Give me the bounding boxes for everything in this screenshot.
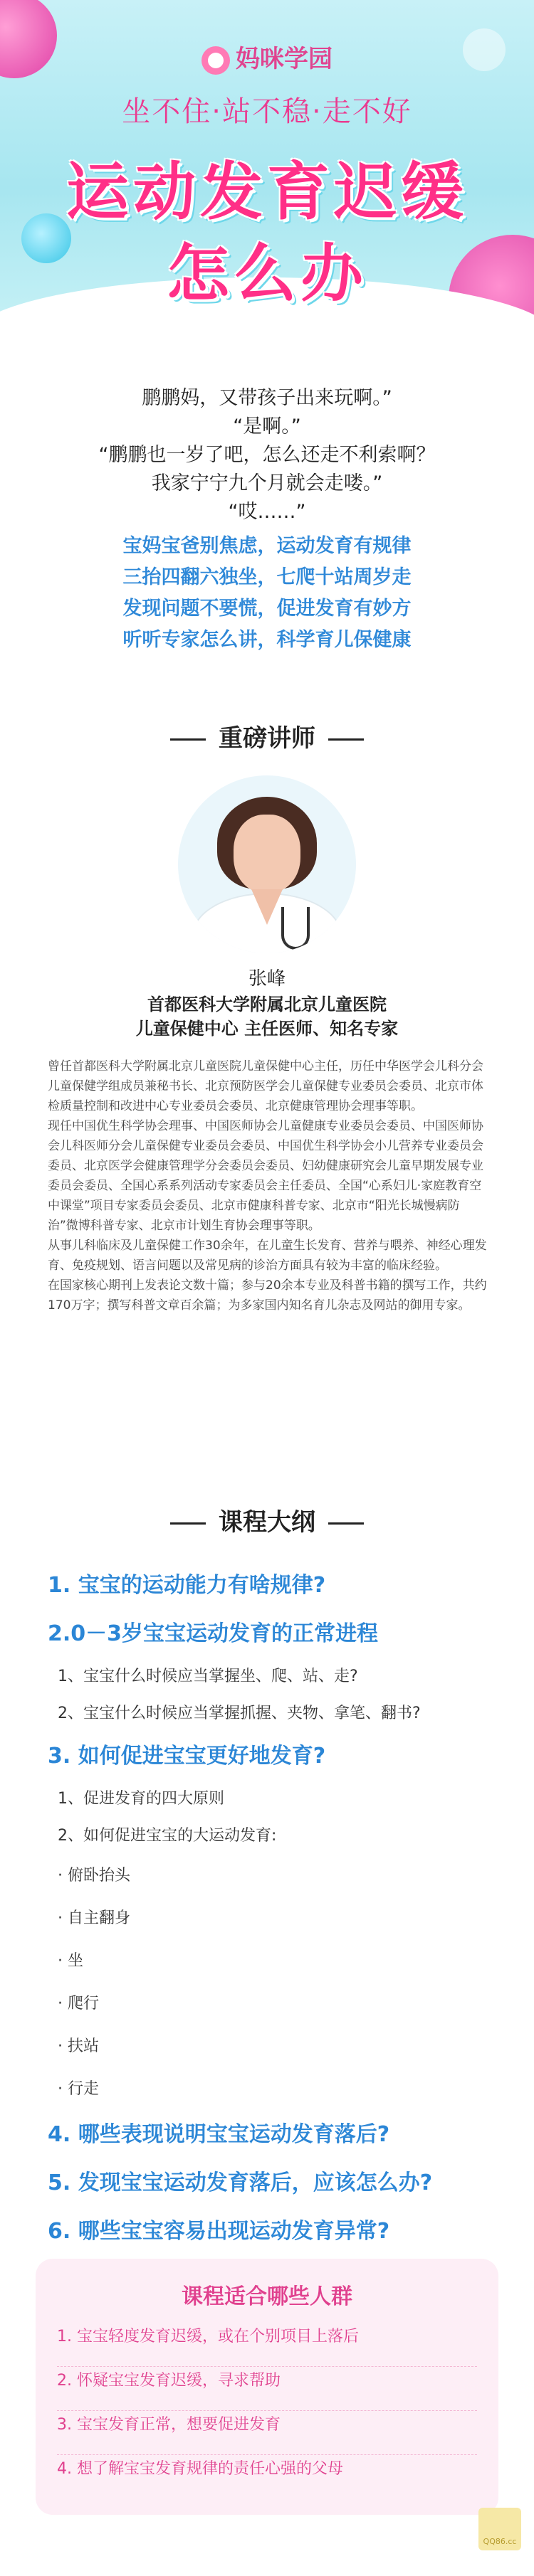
outline-bullet: · 坐 <box>58 1952 83 1970</box>
heading-dash <box>328 1522 364 1525</box>
outline-chapter: 2.0－3岁宝宝运动发育的正常进程 <box>48 1621 379 1646</box>
outline-list <box>48 1562 503 2304</box>
lecturer-bio <box>48 1056 489 1315</box>
bio-paragraph: 从事儿科临床及儿童保健工作30余年，在儿童生长发育、营养与喂养、神经心理发育、免疫规划、语言问题以及常见病的诊治方面具有较为丰富的临床经验。 <box>48 1239 487 1273</box>
outline-subitem: 1、宝宝什么时候应当掌握坐、爬、站、走? <box>58 1668 358 1685</box>
lecturer-heading <box>0 719 534 753</box>
story-highlight: 三抬四翻六独坐，七爬十站周岁走 <box>122 566 412 588</box>
audience-title: 课程适合哪些人群 <box>182 2284 352 2309</box>
outline-heading <box>0 1502 534 1537</box>
audience-card <box>36 2259 498 2515</box>
hero-tagline: 坐不住·站不稳·走不好 <box>122 95 412 128</box>
story-line: 鹏鹏妈，又带孩子出来玩啊。” <box>142 387 392 409</box>
hero-title-line1: 运动发育迟缓 <box>66 155 468 228</box>
outline-heading-text: 课程大纲 <box>219 1508 315 1537</box>
audience-item: 3. 宝宝发育正常，想要促进发育 <box>57 2411 477 2455</box>
outline-bullet: · 俯卧抬头 <box>58 1867 130 1885</box>
audience-item: 4. 想了解宝宝发育规律的责任心强的父母 <box>57 2460 343 2478</box>
hero-title-line2: 怎么办 <box>166 237 367 310</box>
outline-chapter: 5. 发现宝宝运动发育落后，应该怎么办? <box>48 2170 433 2195</box>
bio-paragraph: 曾任首都医科大学附属北京儿童医院儿童保健中心主任，历任中华医学会儿科分会儿童保健学组成员兼秘书长、北京预防医学会儿童保健专业委员会委员、北京市体检质量控制和改进中心专业委员会委员、北京健康管理协会理事等职。 <box>48 1059 483 1113</box>
outline-bullet: · 扶站 <box>58 2037 99 2055</box>
watermark: QQ86.cc <box>478 2508 521 2550</box>
bio-paragraph: 现任中国优生科学协会理事、中国医师协会儿童健康专业委员会委员、中国医师协会儿科医师分会儿童保健专业委员会委员、中国优生科学协会小儿营养专业委员会委员、北京医学会健康管理学分会委员会委员、妇幼健康研究会儿童早期发展专业委员会委员、全国心系系列活动专家委员会主任委员、全国“心系妇儿·家庭教育空中课堂”项目专家委员会委员、北京市健康科普专家、北京市“阳光长城慢病防治”微博科普专家、北京市计划生育协会理事等职。 <box>48 1119 483 1233</box>
outline-subitem: 1、促进发育的四大原则 <box>58 1790 224 1808</box>
story-line: 我家宁宁九个月就会走喽。” <box>151 472 383 494</box>
story-line: “鹏鹏也一岁了吧，怎么还走不利索啊？ <box>98 444 436 466</box>
outline-chapter: 1. 宝宝的运动能力有啥规律? <box>48 1573 326 1598</box>
story-line: “是啊。” <box>233 415 301 438</box>
story-highlight: 听听专家怎么讲，科学育儿保健康 <box>122 629 412 651</box>
lecturer-heading-text: 重磅讲师 <box>219 724 315 753</box>
lecturer-affiliation-block <box>0 992 534 1041</box>
stethoscope-icon <box>281 907 310 950</box>
lecturer-avatar <box>178 775 356 953</box>
outline-chapter: 3. 如何促进宝宝更好地发育? <box>48 1744 326 1769</box>
lecturer-name: 张峰 <box>248 968 286 990</box>
hero-banner <box>0 0 534 341</box>
outline-bullet: · 行走 <box>58 2080 99 2098</box>
outline-bullet: · 自主翻身 <box>58 1909 130 1927</box>
outline-chapter: 4. 哪些表现说明宝宝运动发育落后? <box>48 2122 390 2147</box>
outline-bullet: · 爬行 <box>58 1995 99 2013</box>
story-line: “哎……” <box>228 501 306 523</box>
brand-logo <box>0 39 534 75</box>
logo-text: 妈咪学园 <box>236 45 333 73</box>
audience-item: 1. 宝宝轻度发育迟缓，或在个别项目上落后 <box>57 2323 477 2367</box>
outline-chapter: 6. 哪些宝宝容易出现运动发育异常? <box>48 2219 390 2244</box>
story-highlight: 宝妈宝爸别焦虑，运动发育有规律 <box>122 535 412 557</box>
outline-subitem: 2、如何促进宝宝的大运动发育: <box>58 1827 277 1845</box>
audience-item: 2. 怀疑宝宝发育迟缓，寻求帮助 <box>57 2367 477 2411</box>
heading-dash <box>170 738 206 741</box>
bio-paragraph: 在国家核心期刊上发表论文数十篇；参与20余本专业及科普书籍的撰写工作，共约170万字；撰写科普文章百余篇；为多家国内知名育儿杂志及网站的御用专家。 <box>48 1278 487 1313</box>
story-highlight: 发现问题不要慌，促进发育有妙方 <box>122 598 412 620</box>
story-section <box>0 384 534 656</box>
audience-list <box>57 2323 477 2499</box>
outline-subitem: 2、宝宝什么时候应当掌握抓握、夹物、拿笔、翻书? <box>58 1705 421 1722</box>
heading-dash <box>170 1522 206 1525</box>
logo-icon <box>201 46 230 75</box>
lecturer-affiliation: 首都医科大学附属北京儿童医院 <box>147 995 387 1014</box>
lecturer-role: 儿童保健中心 主任医师、知名专家 <box>135 1019 399 1039</box>
heading-dash <box>328 738 364 741</box>
